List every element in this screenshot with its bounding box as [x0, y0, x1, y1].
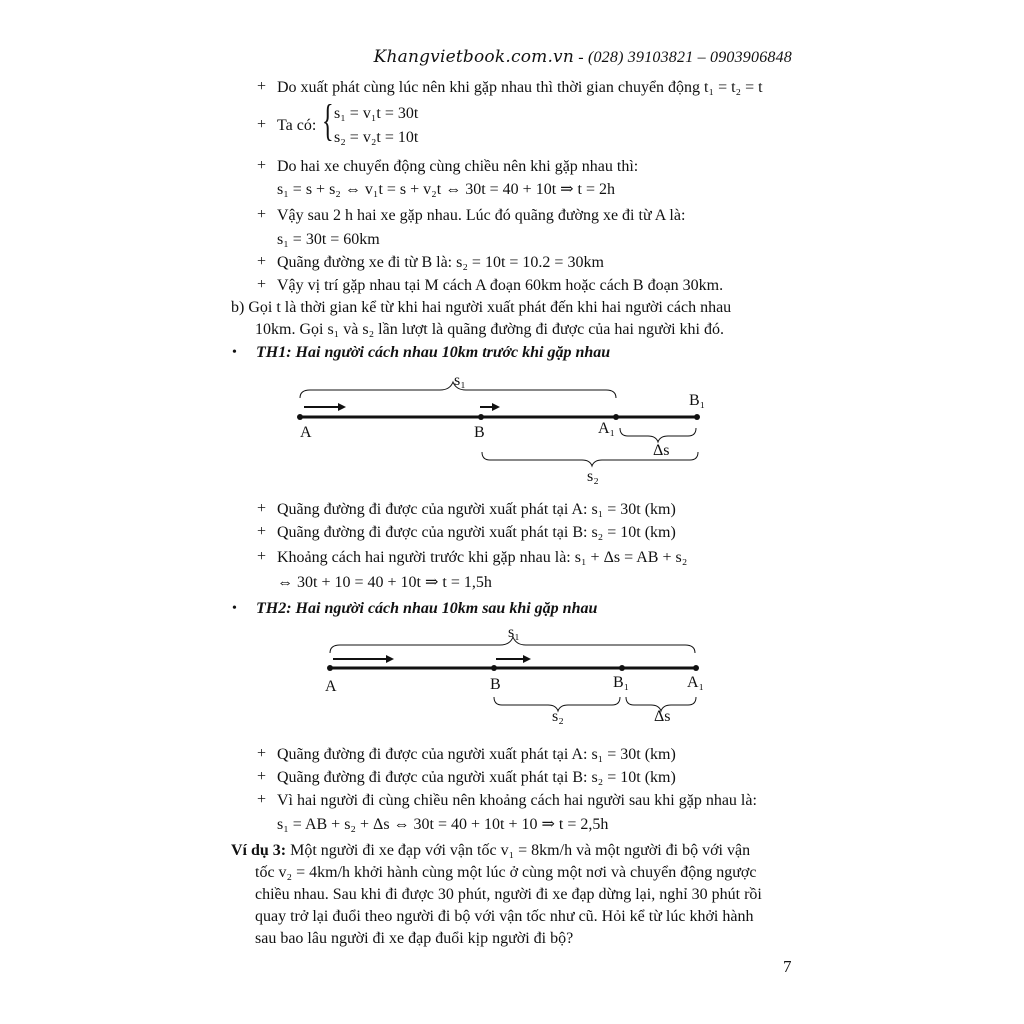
- label-delta-s: Δs: [653, 442, 670, 459]
- case-2-line-a: Quãng đường đi được của người xuất phát tại A: s₁ = 30t (km): [277, 746, 676, 763]
- plus-marker: +: [257, 78, 267, 95]
- case-1-line-c: Khoảng cách hai người trước khi gặp nhau là: s₁ + Δs = AB + s₂: [277, 549, 688, 566]
- plus-marker: +: [257, 768, 267, 785]
- text-line-3: Do hai xe chuyển động cùng chiều nên khi gặp nhau thì:: [277, 158, 639, 175]
- point-b: [491, 665, 497, 671]
- equation-line-4: s₁ = s + s₂ ⇔ v₁t = s + v₂t ⇔ 30t = 40 + 10t ⇒ t = 2h: [277, 181, 616, 198]
- page-number: 7: [783, 957, 792, 976]
- system-brace: {: [322, 96, 334, 145]
- point-b1: [619, 665, 625, 671]
- label-a1: A₁: [687, 674, 705, 691]
- text-line-9: b) Gọi t là thời gian kể từ khi hai người xuất phát đến khi hai người cách nhau: [231, 299, 732, 316]
- example-label: Ví dụ 3:: [231, 842, 287, 859]
- case-2-heading: TH2: Hai người cách nhau 10km sau khi gặp nhau: [256, 600, 598, 617]
- plus-marker: +: [257, 745, 267, 762]
- text-line-5: Vậy sau 2 h hai xe gặp nhau. Lúc đó quãng đường xe đi từ A là:: [277, 207, 686, 224]
- label-s2: s₂: [552, 708, 564, 725]
- point-b1: [694, 414, 700, 420]
- text-line-1: Do xuất phát cùng lúc nên khi gặp nhau thì thời gian chuyển động t₁ = t₂ = t: [277, 79, 763, 96]
- label-b: B: [474, 424, 485, 441]
- label-s1: s₁: [508, 624, 520, 641]
- delta-s-brace: [620, 428, 696, 442]
- plus-marker: +: [257, 253, 267, 270]
- example-3-line-2: tốc v₂ = 4km/h khởi hành cùng một lúc ở cùng một nơi và chuyển động ngược: [255, 864, 757, 881]
- plus-marker: +: [257, 276, 267, 293]
- text-line-10: 10km. Gọi s₁ và s₂ lần lượt là quãng đường đi được của hai người khi đó.: [255, 321, 724, 338]
- page-header: [374, 47, 792, 67]
- plus-marker: +: [257, 157, 267, 174]
- label-delta-s: Δs: [654, 708, 671, 725]
- header-site[interactable]: Khangvietbook.com.vn: [373, 47, 575, 67]
- example-3-line-3: chiều nhau. Sau khi đi được 30 phút, người đi xe đạp dừng lại, nghỉ 30 phút rồi: [255, 886, 762, 903]
- label-a: A: [300, 424, 312, 441]
- plus-marker: +: [257, 523, 267, 540]
- example-3-line-1: [231, 841, 750, 861]
- case-1-equation: ⇔ 30t + 10 = 40 + 10t ⇒ t = 1,5h: [277, 574, 492, 591]
- example-3-line-4: quay trở lại đuổi theo người đi bộ với vận tốc như cũ. Hỏi kể từ lúc khởi hành: [255, 908, 754, 925]
- bullet-marker: •: [232, 345, 237, 360]
- text-line-7: Quãng đường xe đi từ B là: s₂ = 10t = 10.2 = 30km: [277, 254, 604, 271]
- point-a: [327, 665, 333, 671]
- arrow-b-head: [523, 655, 531, 663]
- header-contact: - (028) 39103821 – 0903906848: [574, 49, 792, 66]
- text-line-6: s₁ = 30t = 60km: [277, 231, 380, 248]
- example-text-1: Một người đi xe đạp với vận tốc v₁ = 8km/h và một người đi bộ với vận: [286, 842, 751, 859]
- text-line-2-prefix: Ta có:: [277, 117, 317, 134]
- case-2-line-c: Vì hai người đi cùng chiều nên khoảng cách hai người sau khi gặp nhau là:: [277, 792, 757, 809]
- example-3-line-5: sau bao lâu người đi xe đạp đuổi kịp người đi bộ?: [255, 930, 574, 947]
- plus-marker: +: [257, 116, 267, 133]
- case-1-line-b: Quãng đường đi được của người xuất phát tại B: s₂ = 10t (km): [277, 524, 676, 541]
- point-a: [297, 414, 303, 420]
- bullet-marker: •: [232, 601, 237, 616]
- case-1-heading: TH1: Hai người cách nhau 10km trước khi gặp nhau: [256, 344, 611, 361]
- label-s1: s₁: [454, 372, 466, 389]
- label-b1: B₁: [689, 392, 706, 409]
- plus-marker: +: [257, 548, 267, 565]
- point-b: [478, 414, 484, 420]
- motion-diagram-1: [290, 370, 710, 490]
- case-2-line-b: Quãng đường đi được của người xuất phát tại B: s₂ = 10t (km): [277, 769, 676, 786]
- case-1-line-a: Quãng đường đi được của người xuất phát tại A: s₁ = 30t (km): [277, 501, 676, 518]
- arrow-b-head: [492, 403, 500, 411]
- arrow-a-head: [338, 403, 346, 411]
- case-2-equation: s₁ = AB + s₂ + Δs ⇔ 30t = 40 + 10t + 10 ⇒ t = 2,5h: [277, 816, 609, 833]
- arrow-a-head: [386, 655, 394, 663]
- label-a: A: [325, 678, 337, 695]
- plus-marker: +: [257, 500, 267, 517]
- point-a1: [693, 665, 699, 671]
- label-b: B: [490, 676, 501, 693]
- text-line-8: Vậy vị trí gặp nhau tại M cách A đoạn 60km hoặc cách B đoạn 30km.: [277, 277, 724, 294]
- equation-s1: s₁ = v₁t = 30t: [334, 105, 419, 122]
- plus-marker: +: [257, 206, 267, 223]
- label-a1: A₁: [598, 420, 616, 437]
- label-b1: B₁: [613, 674, 630, 691]
- plus-marker: +: [257, 791, 267, 808]
- label-s2: s₂: [587, 468, 599, 485]
- equation-s2: s₂ = v₂t = 10t: [334, 129, 419, 146]
